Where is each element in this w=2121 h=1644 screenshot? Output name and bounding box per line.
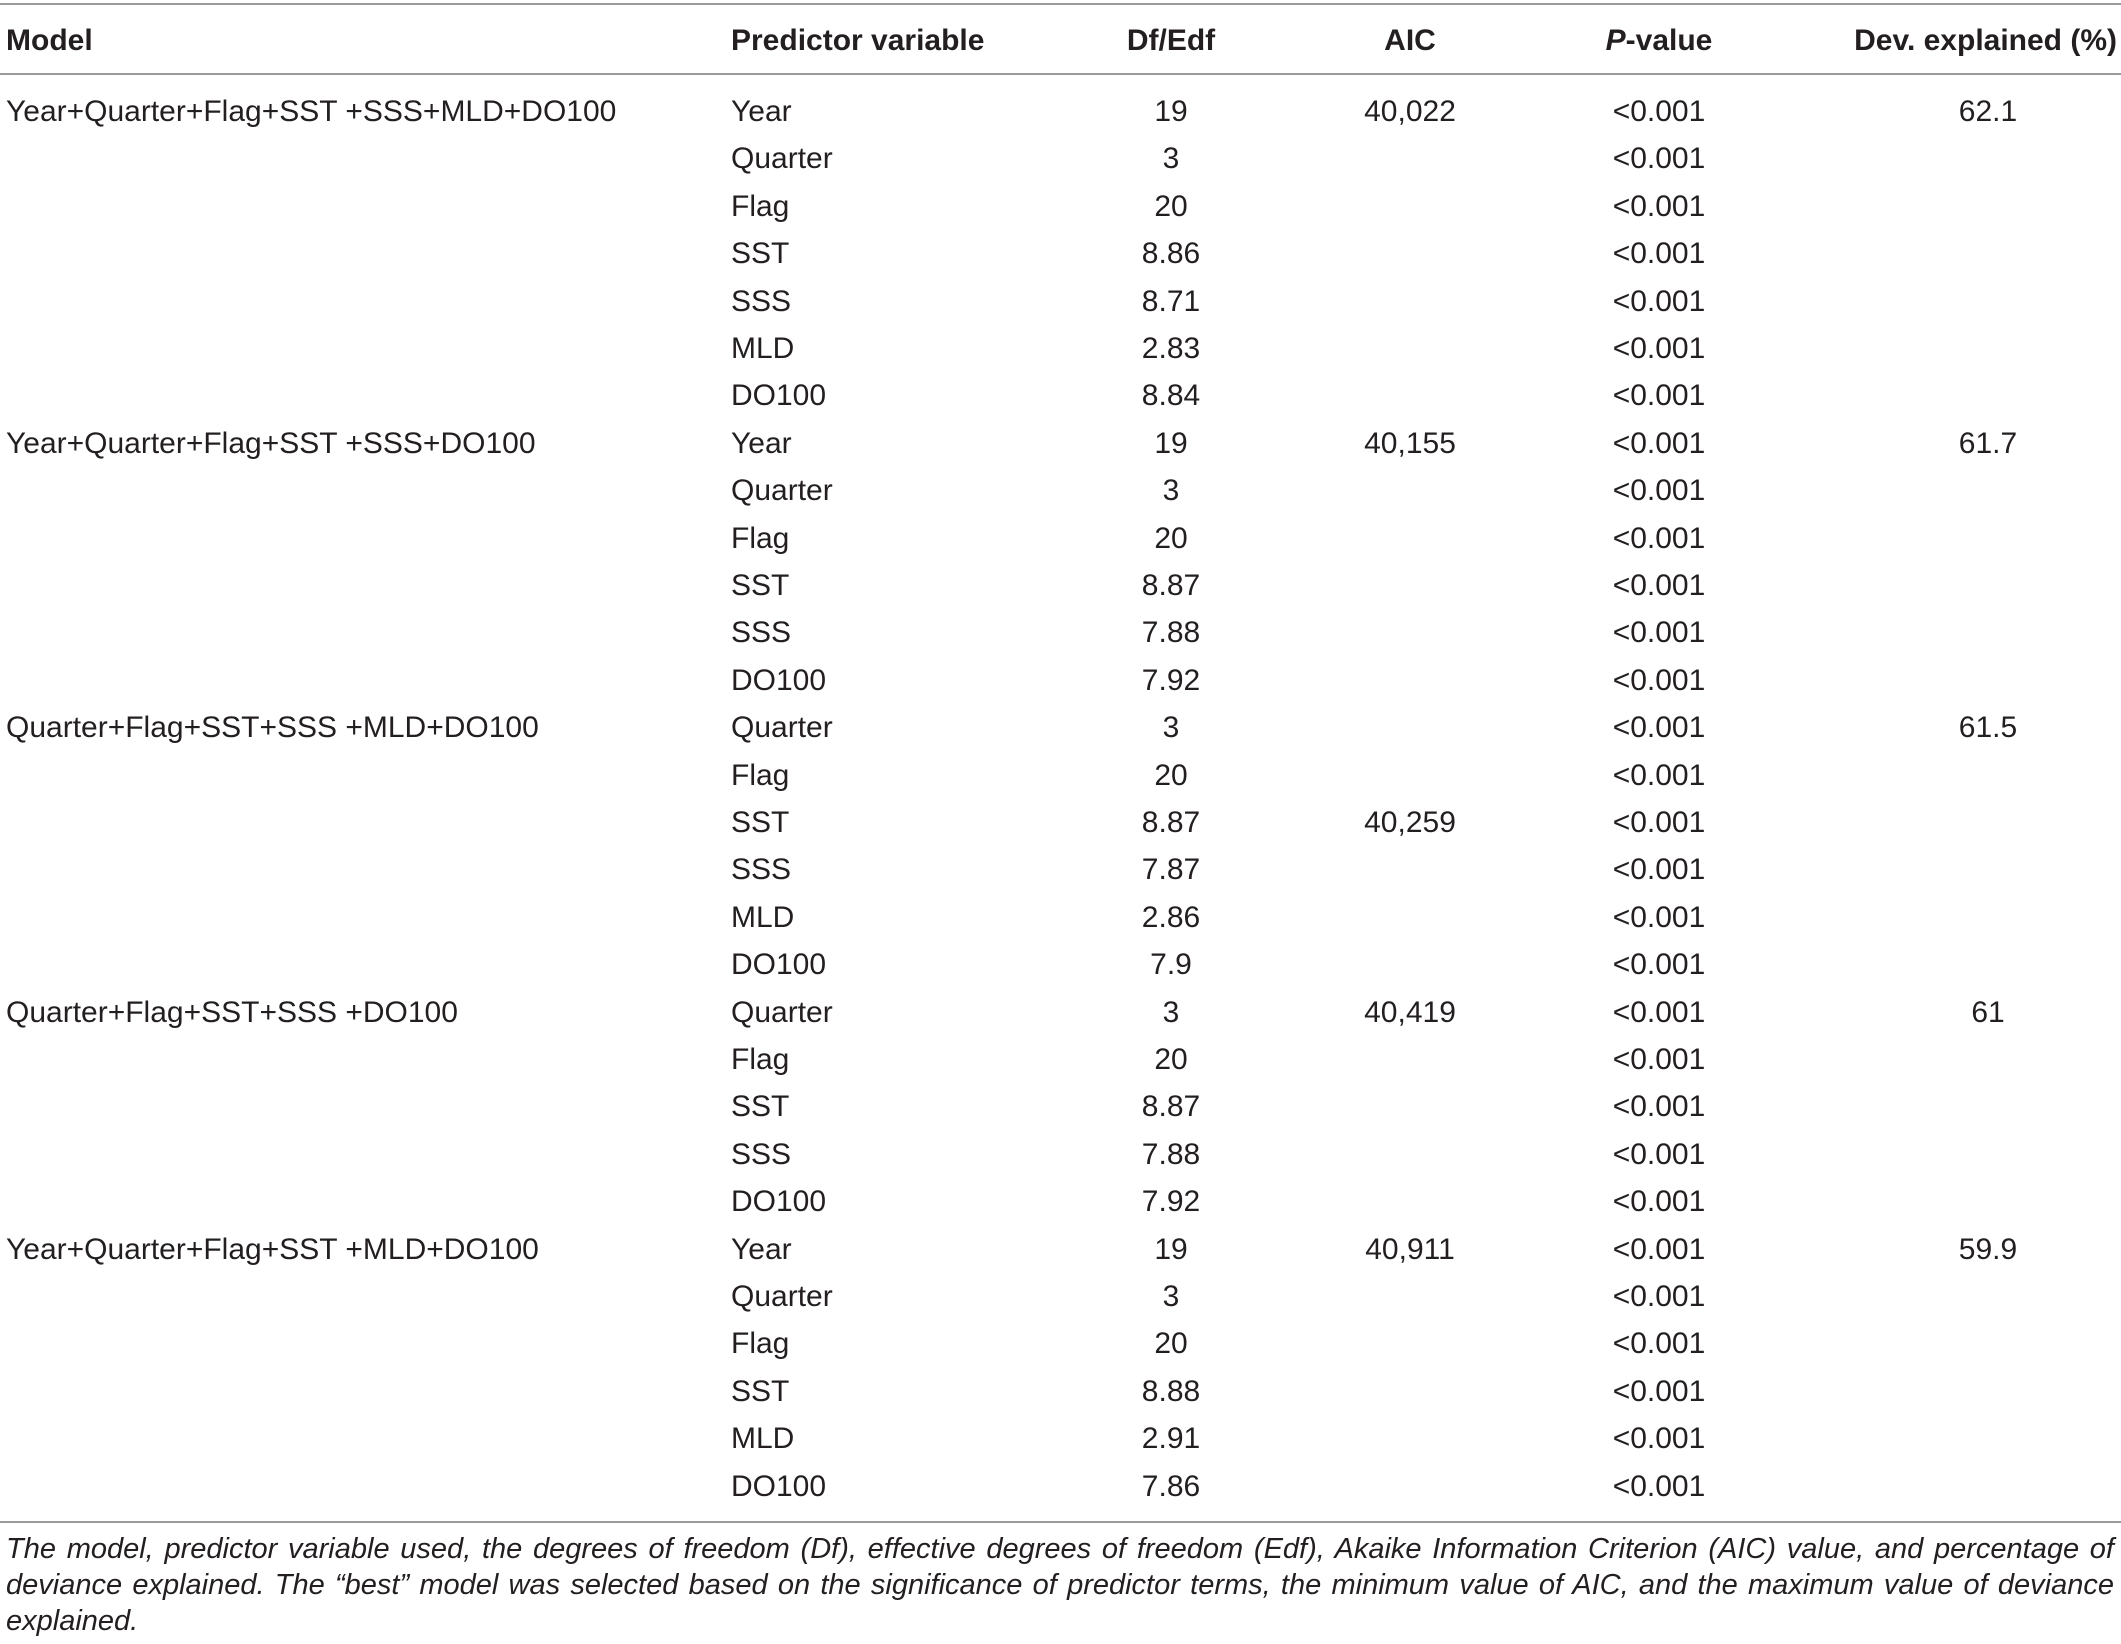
header-rule	[0, 73, 2121, 75]
cell-df-text: 3	[1162, 996, 1180, 1029]
cell-predictor: SSS	[731, 1138, 792, 1171]
cell-predictor: Flag	[731, 190, 790, 223]
cell-predictor: SST	[731, 1090, 790, 1123]
cell-p-value-text: <0.001	[1612, 285, 1706, 318]
cell-dev-explained-text: 61.5	[1958, 711, 2018, 744]
cell-p-value-text: <0.001	[1612, 1138, 1706, 1171]
cell-predictor: MLD	[731, 1422, 795, 1455]
cell-predictor: SSS	[731, 285, 792, 318]
cell-df-text: 19	[1154, 427, 1188, 460]
cell-df-text: 7.88	[1141, 616, 1201, 649]
cell-df-text: 3	[1162, 142, 1180, 175]
cell-df-text: 3	[1162, 1280, 1180, 1313]
cell-p-value-text: <0.001	[1612, 1185, 1706, 1218]
cell-p-value-text: <0.001	[1612, 237, 1706, 270]
cell-p-value-text: <0.001	[1612, 996, 1706, 1029]
cell-predictor: DO100	[731, 379, 827, 412]
header-p-italic: P	[1605, 24, 1626, 57]
cell-p-value-text: <0.001	[1612, 664, 1706, 697]
cell-df-text: 7.86	[1141, 1470, 1201, 1503]
cell-df-text: 2.83	[1141, 332, 1201, 365]
cell-p-value-text: <0.001	[1612, 332, 1706, 365]
header-aic-text: AIC	[1384, 24, 1436, 57]
cell-p-value-text: <0.001	[1612, 711, 1706, 744]
cell-predictor: Quarter	[731, 1280, 833, 1313]
cell-df-text: 8.87	[1141, 1090, 1201, 1123]
cell-p-value-text: <0.001	[1612, 1375, 1706, 1408]
cell-predictor: DO100	[731, 664, 827, 697]
cell-df-text: 20	[1154, 759, 1188, 792]
cell-predictor: Flag	[731, 1327, 790, 1360]
top-rule	[0, 3, 2121, 5]
bottom-rule	[0, 1521, 2121, 1523]
header-p-rest: -value	[1625, 24, 1713, 57]
cell-predictor: SSS	[731, 616, 792, 649]
cell-p-value-text: <0.001	[1612, 1233, 1706, 1266]
cell-predictor: Flag	[731, 522, 790, 555]
cell-aic-text: 40,419	[1364, 996, 1456, 1029]
cell-model: Year+Quarter+Flag+SST +SSS+DO100	[6, 427, 536, 460]
table-footnote: The model, predictor variable used, the degrees of freedom (Df), effective degrees of freedom (Edf), Akaike Information Criterion (AIC) value, and percentage of deviance explained. The “best” model was selected based on the significance of predictor terms, the minimum value of AIC, and the maximum value of deviance explained.	[6, 1533, 2114, 1637]
cell-p-value-text: <0.001	[1612, 379, 1706, 412]
cell-p-value-text: <0.001	[1612, 616, 1706, 649]
cell-df-text: 3	[1162, 474, 1180, 507]
cell-df-text: 7.92	[1141, 1185, 1201, 1218]
cell-predictor: Year	[731, 1233, 792, 1266]
cell-dev-explained-text: 61.7	[1958, 427, 2018, 460]
cell-dev-explained-text: 62.1	[1958, 95, 2018, 128]
cell-predictor: Quarter	[731, 142, 833, 175]
cell-p-value-text: <0.001	[1612, 190, 1706, 223]
cell-df-text: 20	[1154, 1327, 1188, 1360]
cell-aic-text: 40,259	[1364, 806, 1456, 839]
header-predictor: Predictor variable	[731, 24, 985, 57]
cell-p-value-text: <0.001	[1612, 427, 1706, 460]
cell-p-value-text: <0.001	[1612, 1090, 1706, 1123]
cell-dev-explained-text: 61	[1971, 996, 2005, 1029]
cell-model: Quarter+Flag+SST+SSS +MLD+DO100	[6, 711, 539, 744]
cell-p-value-text: <0.001	[1612, 1422, 1706, 1455]
header-df-text: Df/Edf	[1126, 24, 1216, 57]
cell-model: Year+Quarter+Flag+SST +MLD+DO100	[6, 1233, 539, 1266]
cell-predictor: Flag	[731, 759, 790, 792]
cell-df-text: 20	[1154, 190, 1188, 223]
cell-predictor: SSS	[731, 853, 792, 886]
cell-predictor: SST	[731, 1375, 790, 1408]
cell-df-text: 2.91	[1141, 1422, 1201, 1455]
cell-predictor: Flag	[731, 1043, 790, 1076]
cell-p-value-text: <0.001	[1612, 569, 1706, 602]
cell-p-value-text: <0.001	[1612, 95, 1706, 128]
cell-predictor: MLD	[731, 901, 795, 934]
cell-predictor: DO100	[731, 1185, 827, 1218]
cell-aic-text: 40,911	[1365, 1233, 1455, 1266]
cell-predictor: DO100	[731, 1470, 827, 1503]
cell-p-value-text: <0.001	[1612, 142, 1706, 175]
cell-dev-explained-text: 59.9	[1958, 1233, 2018, 1266]
cell-predictor: Year	[731, 427, 792, 460]
cell-p-value-text: <0.001	[1612, 901, 1706, 934]
cell-predictor: SST	[731, 806, 790, 839]
cell-predictor: SST	[731, 237, 790, 270]
header-model: Model	[6, 24, 93, 57]
cell-p-value-text: <0.001	[1612, 1470, 1706, 1503]
cell-predictor: DO100	[731, 948, 827, 981]
cell-model: Quarter+Flag+SST+SSS +DO100	[6, 996, 458, 1029]
cell-df-text: 8.84	[1141, 379, 1201, 412]
cell-p-value-text: <0.001	[1612, 759, 1706, 792]
cell-predictor: Quarter	[731, 996, 833, 1029]
cell-df-text: 8.87	[1141, 806, 1201, 839]
cell-df-text: 7.88	[1141, 1138, 1201, 1171]
cell-p-value-text: <0.001	[1612, 948, 1706, 981]
cell-df-text: 20	[1154, 522, 1188, 555]
cell-p-value-text: <0.001	[1612, 1280, 1706, 1313]
cell-df-text: 7.9	[1150, 948, 1192, 981]
cell-predictor: Year	[731, 95, 792, 128]
cell-p-value-text: <0.001	[1612, 853, 1706, 886]
cell-df-text: 8.87	[1141, 569, 1201, 602]
cell-model: Year+Quarter+Flag+SST +SSS+MLD+DO100	[6, 95, 617, 128]
cell-df-text: 8.71	[1141, 285, 1201, 318]
cell-df-text: 7.87	[1141, 853, 1201, 886]
cell-predictor: SST	[731, 569, 790, 602]
cell-p-value-text: <0.001	[1612, 474, 1706, 507]
cell-p-value-text: <0.001	[1612, 1043, 1706, 1076]
cell-aic-text: 40,155	[1364, 427, 1456, 460]
cell-df-text: 7.92	[1141, 664, 1201, 697]
cell-aic-text: 40,022	[1364, 95, 1456, 128]
cell-df-text: 20	[1154, 1043, 1188, 1076]
cell-df-text: 19	[1154, 1233, 1188, 1266]
cell-predictor: Quarter	[731, 711, 833, 744]
cell-df-text: 19	[1154, 95, 1188, 128]
cell-predictor: Quarter	[731, 474, 833, 507]
cell-p-value-text: <0.001	[1612, 522, 1706, 555]
cell-p-value-text: <0.001	[1612, 806, 1706, 839]
cell-df-text: 2.86	[1141, 901, 1201, 934]
cell-df-text: 8.86	[1141, 237, 1201, 270]
header-dev-explained: Dev. explained (%)	[1854, 24, 2117, 57]
cell-df-text: 3	[1162, 711, 1180, 744]
cell-df-text: 8.88	[1141, 1375, 1201, 1408]
cell-p-value-text: <0.001	[1612, 1327, 1706, 1360]
cell-predictor: MLD	[731, 332, 795, 365]
